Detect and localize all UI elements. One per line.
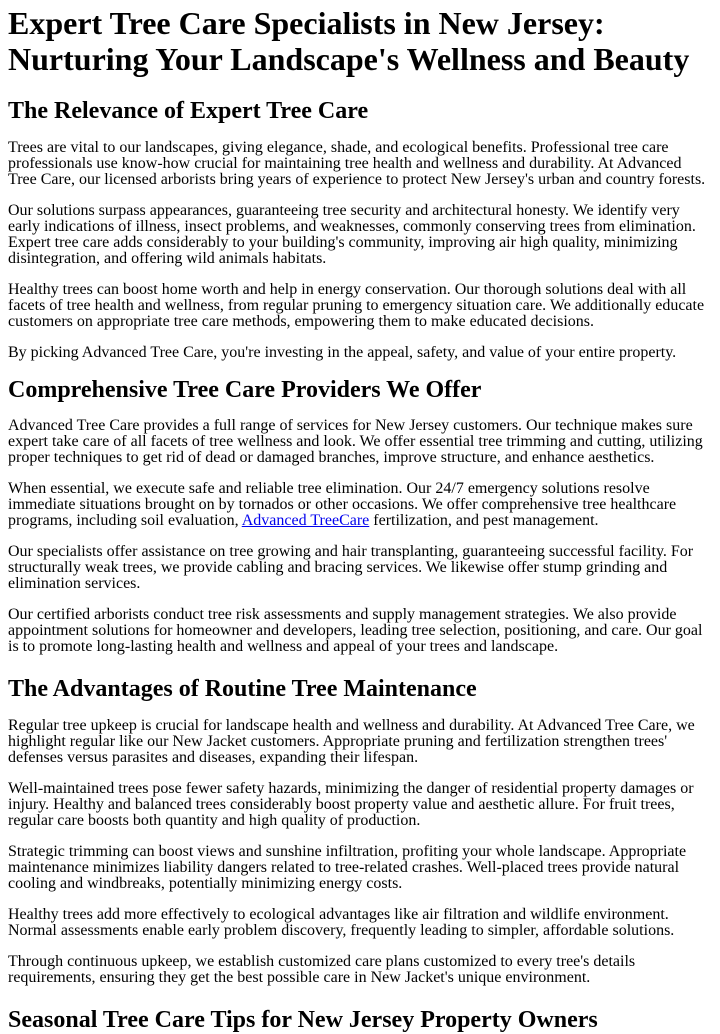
paragraph: Healthy trees can boost home worth and help in energy conservation. Our thorough solutions deal with all facets of tree health and wellness, from regular pruning to emergency situation care. We additionally educate customers on appropriate tree care methods, empowering them to make educated decisions. <box>8 281 705 330</box>
paragraph: Trees are vital to our landscapes, giving elegance, shade, and ecological benefits. Professional tree care professionals use know-how crucial for maintaining tree health and wellness and durability. At Advanced Tree Care, our licensed arborists bring years of experience to protect New Jersey's urban and country forests. <box>8 139 706 188</box>
advanced-treecare-link[interactable]: Advanced TreeCare <box>241 512 370 529</box>
page-title: Expert Tree Care Specialists in New Jersey: Nurturing Your Landscape's Wellness and Beauty <box>8 5 690 77</box>
paragraph: Advanced Tree Care provides a full range of services for New Jersey customers. Our technique makes sure expert take care of all facets of tree wellness and look. We offer essential tree trimming and cutting, utilizing proper techniques to get rid of dead or damaged branches, improve structure, and enhance aesthetics. <box>8 417 703 466</box>
section-heading-services: Comprehensive Tree Care Providers We Offer <box>8 377 482 403</box>
section-heading-advantages: The Advantages of Routine Tree Maintenance <box>8 676 477 702</box>
paragraph: Our certified arborists conduct tree risk assessments and supply management strategies. We also provide appointment solutions for homeowner and developers, leading tree selection, positioning, and care. Our goal is to promote long-lasting health and wellness and appeal of your trees and landscape. <box>8 606 703 655</box>
paragraph: Strategic trimming can boost views and sunshine infiltration, profiting your whole landscape. Appropriate maintenance minimizes liability dangers related to tree-related crashes. Well-placed trees provide natural cooling and windbreaks, potentially minimizing energy costs. <box>8 843 687 892</box>
paragraph: Regular tree upkeep is crucial for landscape health and wellness and durability. At Advanced Tree Care, we highlight regular like our New Jacket customers. Appropriate pruning and fertilization strengthen trees' defenses versus parasites and diseases, expanding their lifespan. <box>8 717 695 766</box>
article <box>0 5 720 1034</box>
paragraph: Well-maintained trees pose fewer safety hazards, minimizing the danger of residential property damages or injury. Healthy and balanced trees considerably boost property value and aesthetic allure. For fruit trees, regular care boosts both quantity and high quality of production. <box>8 780 694 829</box>
paragraph: Through continuous upkeep, we establish customized care plans customized to every tree's details requirements, ensuring they get the best possible care in New Jacket's unique environment. <box>8 953 636 986</box>
section-heading-seasonal: Seasonal Tree Care Tips for New Jersey Property Owners <box>8 1007 598 1033</box>
section-heading-relevance: The Relevance of Expert Tree Care <box>8 98 369 124</box>
paragraph: By picking Advanced Tree Care, you're investing in the appeal, safety, and value of your entire property. <box>8 344 677 361</box>
paragraph: Our solutions surpass appearances, guaranteeing tree security and architectural honesty. We identify very early indications of illness, insect problems, and weaknesses, commonly conserving trees from elimination. Expert tree care adds considerably to your building's community, improving air high quality, minimizing disintegration, and offering wild animals habitats. <box>8 202 696 267</box>
paragraph: Healthy trees add more effectively to ecological advantages like air filtration and wildlife environment. Normal assessments enable early problem discovery, frequently leading to simpler, affordable solutions. <box>8 906 675 939</box>
paragraph-text-continued: fertilization, and pest management. <box>369 512 599 529</box>
paragraph: Our specialists offer assistance on tree growing and hair transplanting, guaranteeing successful facility. For structurally weak trees, we provide cabling and bracing services. We likewise offer stump grinding and elimination services. <box>8 543 694 592</box>
paragraph-with-link <box>8 481 712 529</box>
paragraph-text: When essential, we execute safe and reliable tree elimination. Our 24/7 emergency solutions resolve immediate situations brought on by tornados or other occasions. We offer comprehensive tree healthcare programs, including soil evaluation, <box>8 480 677 529</box>
